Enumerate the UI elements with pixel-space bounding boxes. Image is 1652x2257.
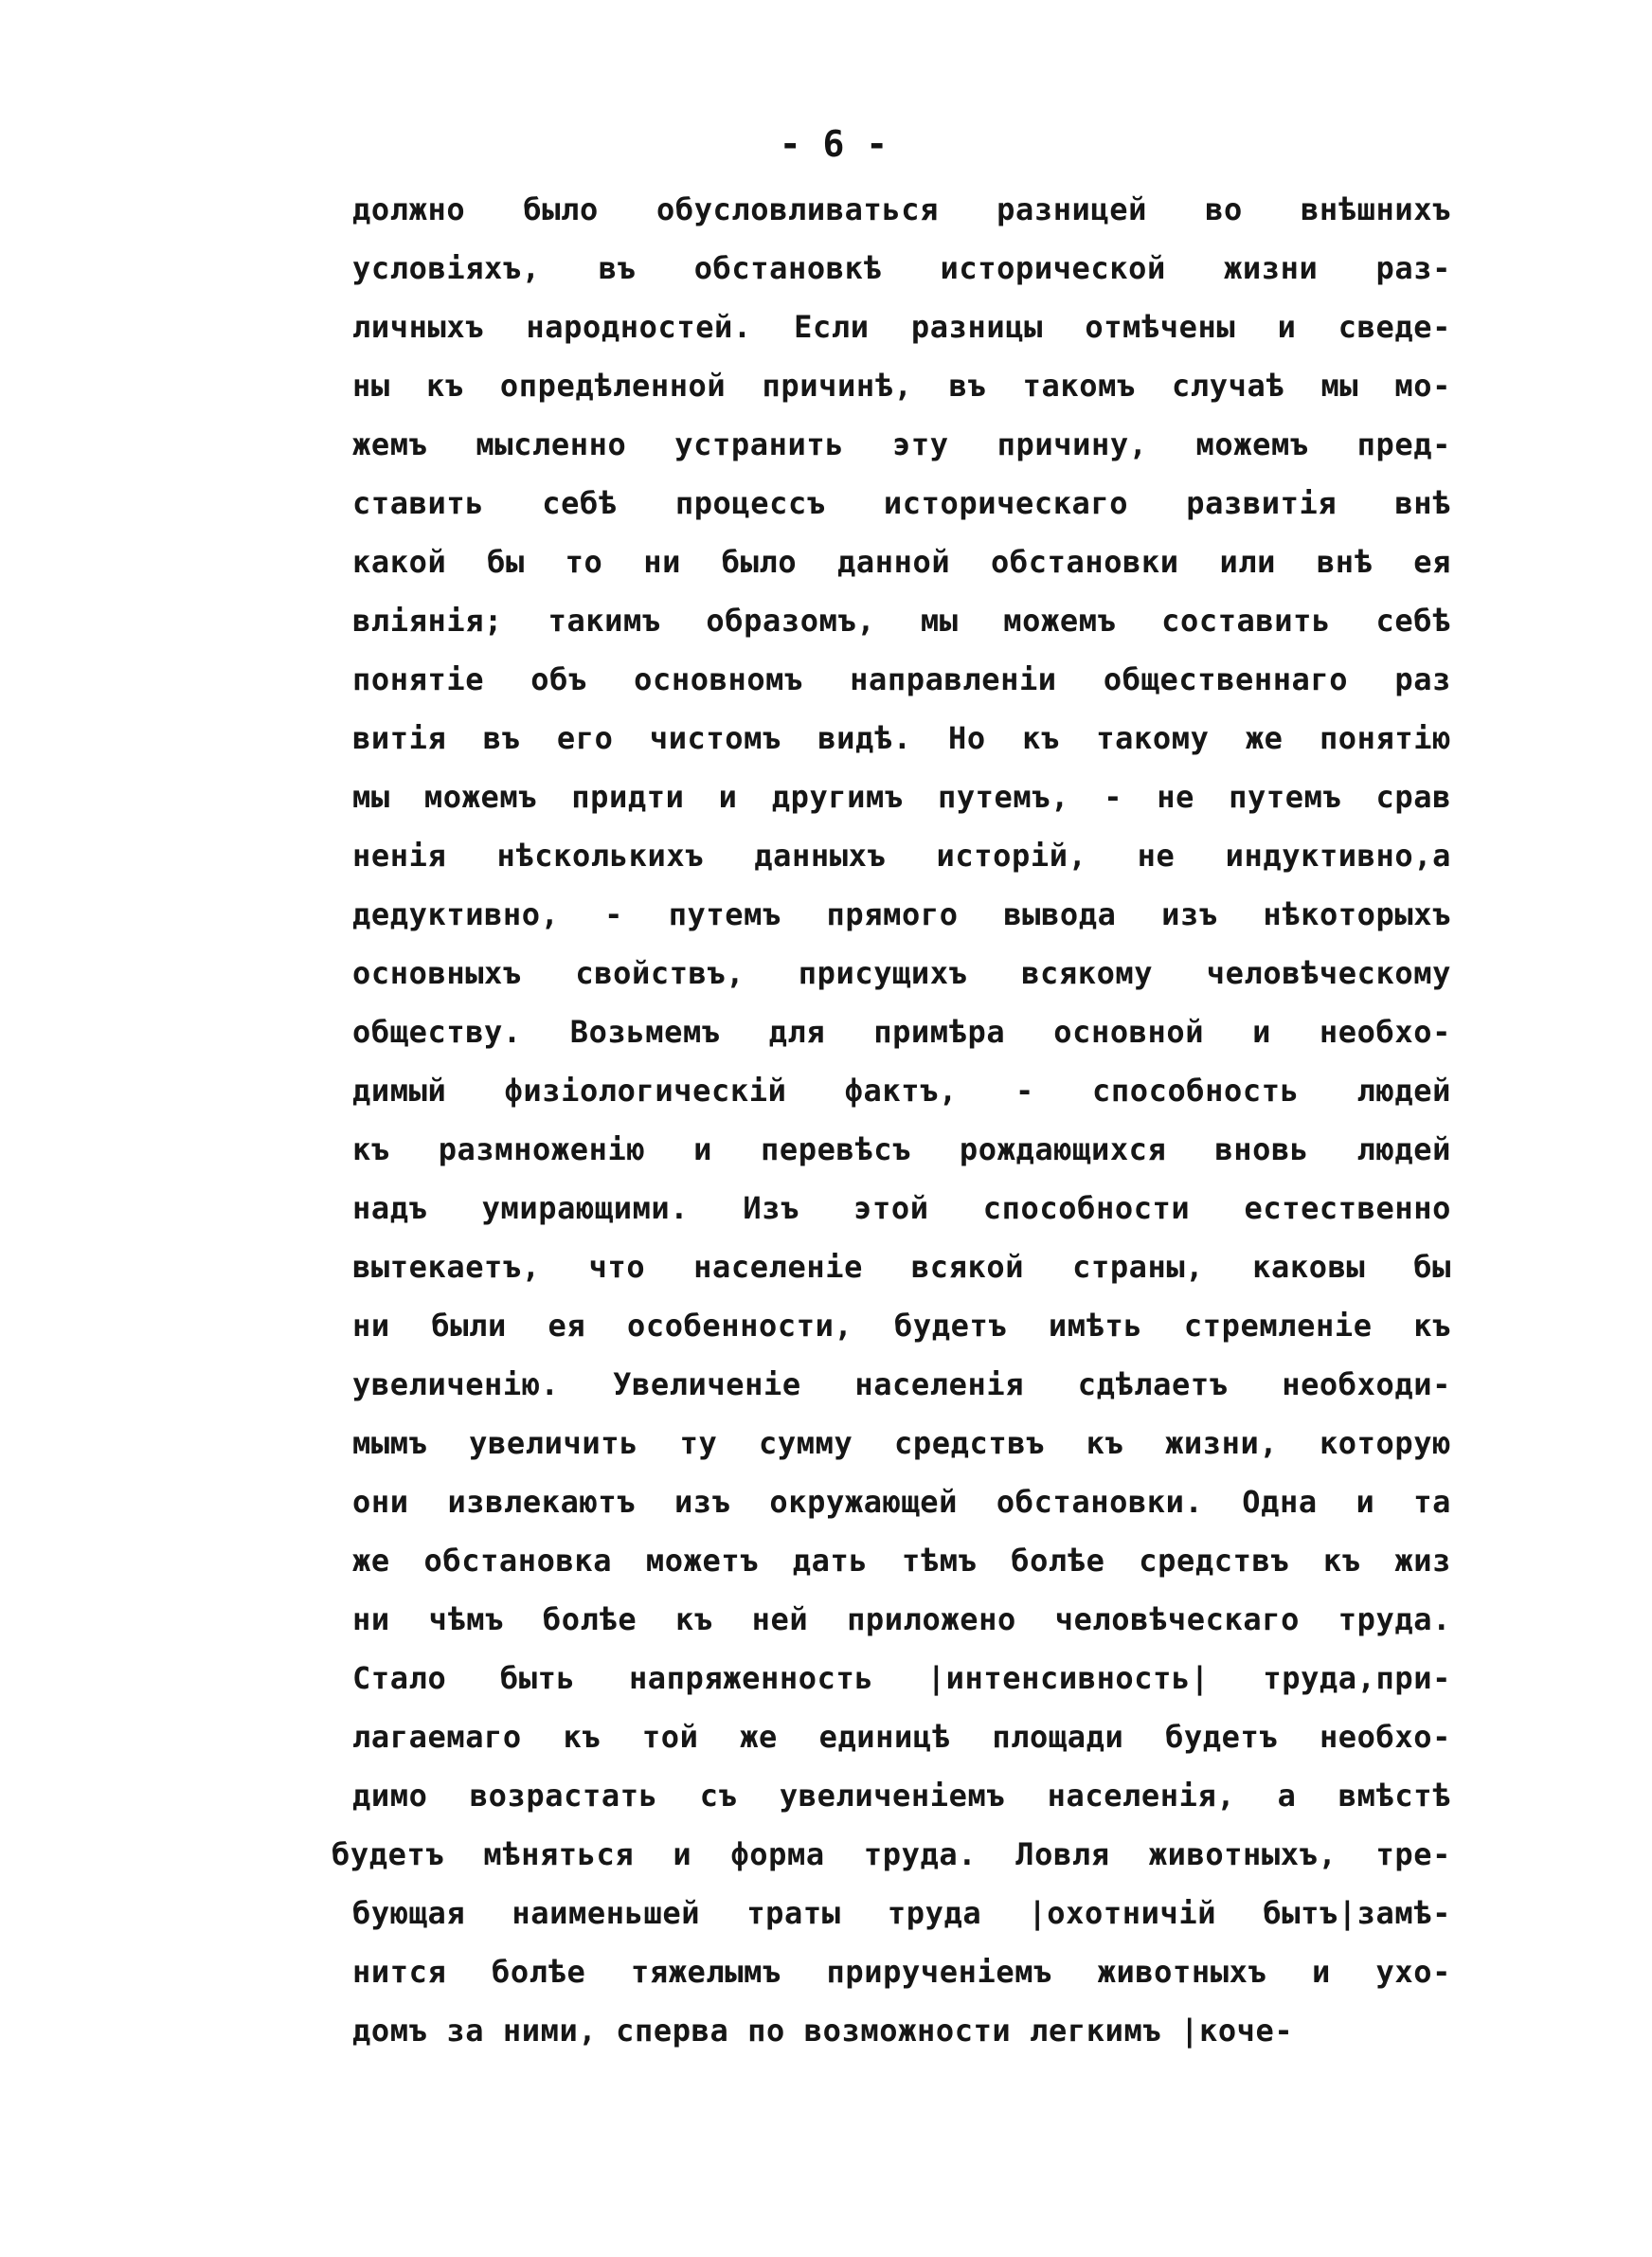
text-line: будетъ мѣняться и форма труда. Ловля животныхъ, тре-: [332, 1836, 1451, 1872]
text-line: ни чѣмъ болѣе къ ней приложено человѣческаго труда.: [352, 1601, 1451, 1637]
text-line: обществу. Возьмемъ для примѣра основной и необхо-: [352, 1014, 1451, 1050]
text-line: мымъ увеличить ту сумму средствъ къ жизни, которую: [352, 1425, 1451, 1461]
text-line: мы можемъ придти и другимъ путемъ, - не путемъ срав: [352, 779, 1451, 815]
text-line: должно было обусловливаться разницей во внѣшнихъ: [352, 191, 1451, 227]
text-line: они извлекаютъ изъ окружающей обстановки. Одна и та: [352, 1484, 1451, 1520]
text-line: вліянія; такимъ образомъ, мы можемъ составить себѣ: [352, 603, 1451, 639]
text-line: димо возрастать съ увеличеніемъ населенія, а вмѣстѣ: [352, 1778, 1451, 1814]
text-line: надъ умирающими. Изъ этой способности естественно: [352, 1190, 1451, 1226]
text-line: ненія нѣсколькихъ данныхъ исторій, не индуктивно,а: [352, 838, 1451, 874]
text-line: витія въ его чистомъ видѣ. Но къ такому же понятію: [352, 720, 1451, 756]
text-line: условіяхъ, въ обстановкѣ исторической жизни раз-: [352, 250, 1451, 286]
body-text: [332, 180, 1451, 2060]
text-line: домъ за ними, сперва по возможности легкимъ |коче-: [352, 2013, 1294, 2049]
text-line: ны къ опредѣленной причинѣ, въ такомъ случаѣ мы мо-: [352, 368, 1451, 404]
text-line: личныхъ народностей. Если разницы отмѣчены и сведе-: [352, 309, 1451, 345]
text-line: Стало быть напряженность |интенсивность| труда,при-: [352, 1660, 1451, 1696]
text-line: бующая наименьшей траты труда |охотничій бытъ|замѣ-: [352, 1895, 1451, 1931]
text-line: какой бы то ни было данной обстановки или внѣ ея: [352, 544, 1451, 580]
text-line: увеличенію. Увеличеніе населенія сдѣлаетъ необходи-: [352, 1366, 1451, 1402]
text-line: къ размноженію и перевѣсъ рождающихся вновь людей: [352, 1131, 1451, 1167]
text-line: ни были ея особенности, будетъ имѣть стремленіе къ: [352, 1308, 1451, 1344]
text-line: димый физіологическій фактъ, - способность людей: [352, 1073, 1451, 1109]
text-line: ставить себѣ процессъ историческаго развитія внѣ: [352, 485, 1451, 521]
text-line: жемъ мысленно устранить эту причину, можемъ пред-: [352, 426, 1451, 462]
page-number: - 6 -: [779, 123, 889, 165]
text-line: же обстановка можетъ дать тѣмъ болѣе средствъ къ жиз: [352, 1543, 1451, 1579]
text-line: нится болѣе тяжелымъ прирученіемъ животныхъ и ухо-: [352, 1954, 1451, 1990]
text-line: вытекаетъ, что населеніе всякой страны, каковы бы: [352, 1249, 1451, 1285]
text-line: основныхъ свойствъ, присущихъ всякому человѣческому: [352, 955, 1451, 991]
text-line: лагаемаго къ той же единицѣ площади будетъ необхо-: [352, 1719, 1451, 1755]
text-line: дедуктивно, - путемъ прямого вывода изъ нѣкоторыхъ: [352, 896, 1451, 932]
text-line: понятіе объ основномъ направленіи общественнаго раз: [352, 661, 1451, 697]
